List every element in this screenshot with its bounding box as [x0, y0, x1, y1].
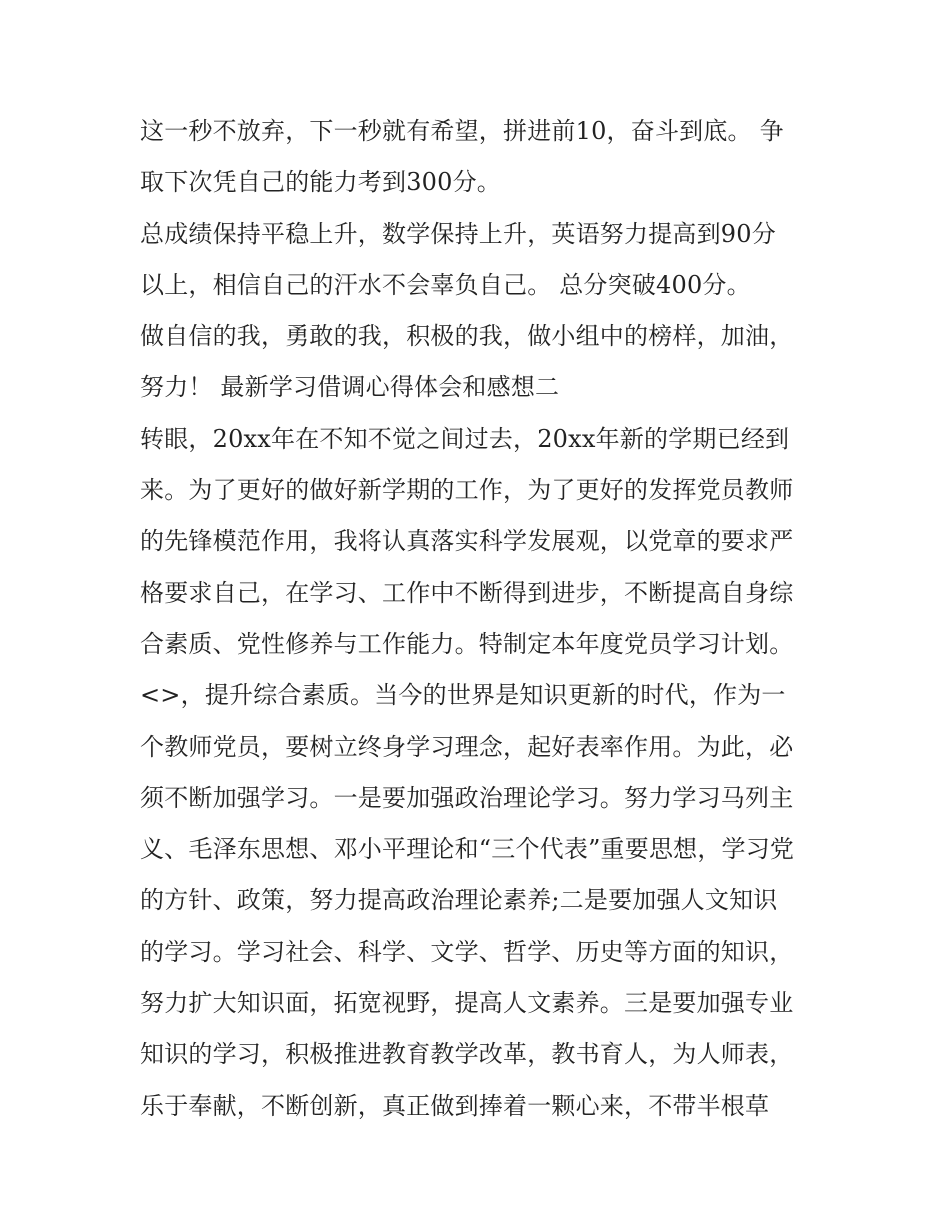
- text-line: <>，提升综合素质。当今的世界是知识更新的时代，作为一: [140, 681, 786, 710]
- text-line: 乐于奉献，不断创新，真正做到捧着一颗心来，不带半根草: [140, 1091, 770, 1120]
- body-text: [140, 106, 840, 1132]
- text-line: 义、毛泽东思想、邓小平理论和“三个代表”重要思想，学习党: [140, 835, 795, 864]
- text-line: 格要求自己，在学习、工作中不断得到进步，不断提高自身综: [140, 578, 794, 607]
- text-line: 须不断加强学习。一是要加强政治理论学习。努力学习马列主: [140, 783, 794, 812]
- text-line: 合素质、党性修养与工作能力。特制定本年度党员学习计划。: [140, 629, 794, 658]
- text-line: 的学习。学习社会、科学、文学、哲学、历史等方面的知识，: [140, 937, 794, 966]
- text-line: 个教师党员，要树立终身学习理念，起好表率作用。为此，必: [140, 732, 794, 761]
- text-line: 取下次凭自己的能力考到300分。: [140, 168, 502, 197]
- text-line: 知识的学习，积极推进教育教学改革，教书育人，为人师表，: [140, 1040, 794, 1069]
- text-line: 转眼，20xx年在不知不觉之间过去，20xx年新的学期已经到: [140, 424, 790, 453]
- text-line: 的方针、政策，努力提高政治理论素养;二是要加强人文知识: [140, 886, 778, 915]
- text-line: 以上，相信自己的汗水不会辜负自己。 总分突破400分。: [140, 270, 751, 299]
- text-line: 来。为了更好的做好新学期的工作，为了更好的发挥党员教师: [140, 476, 794, 505]
- text-line: 的先锋模范作用，我将认真落实科学发展观，以党章的要求严: [140, 527, 794, 556]
- text-line: 努力扩大知识面，拓宽视野，提高人文素养。三是要加强专业: [140, 989, 794, 1018]
- text-line: 这一秒不放弃，下一秒就有希望，拼进前10，奋斗到底。 争: [140, 117, 784, 145]
- text-line: 总成绩保持平稳上升，数学保持上升，英语努力提高到90分: [140, 219, 776, 248]
- text-line: 努力！ 最新学习借调心得体会和感想二: [140, 373, 560, 402]
- text-line: 做自信的我，勇敢的我，积极的我，做小组中的榜样，加油，: [140, 322, 794, 351]
